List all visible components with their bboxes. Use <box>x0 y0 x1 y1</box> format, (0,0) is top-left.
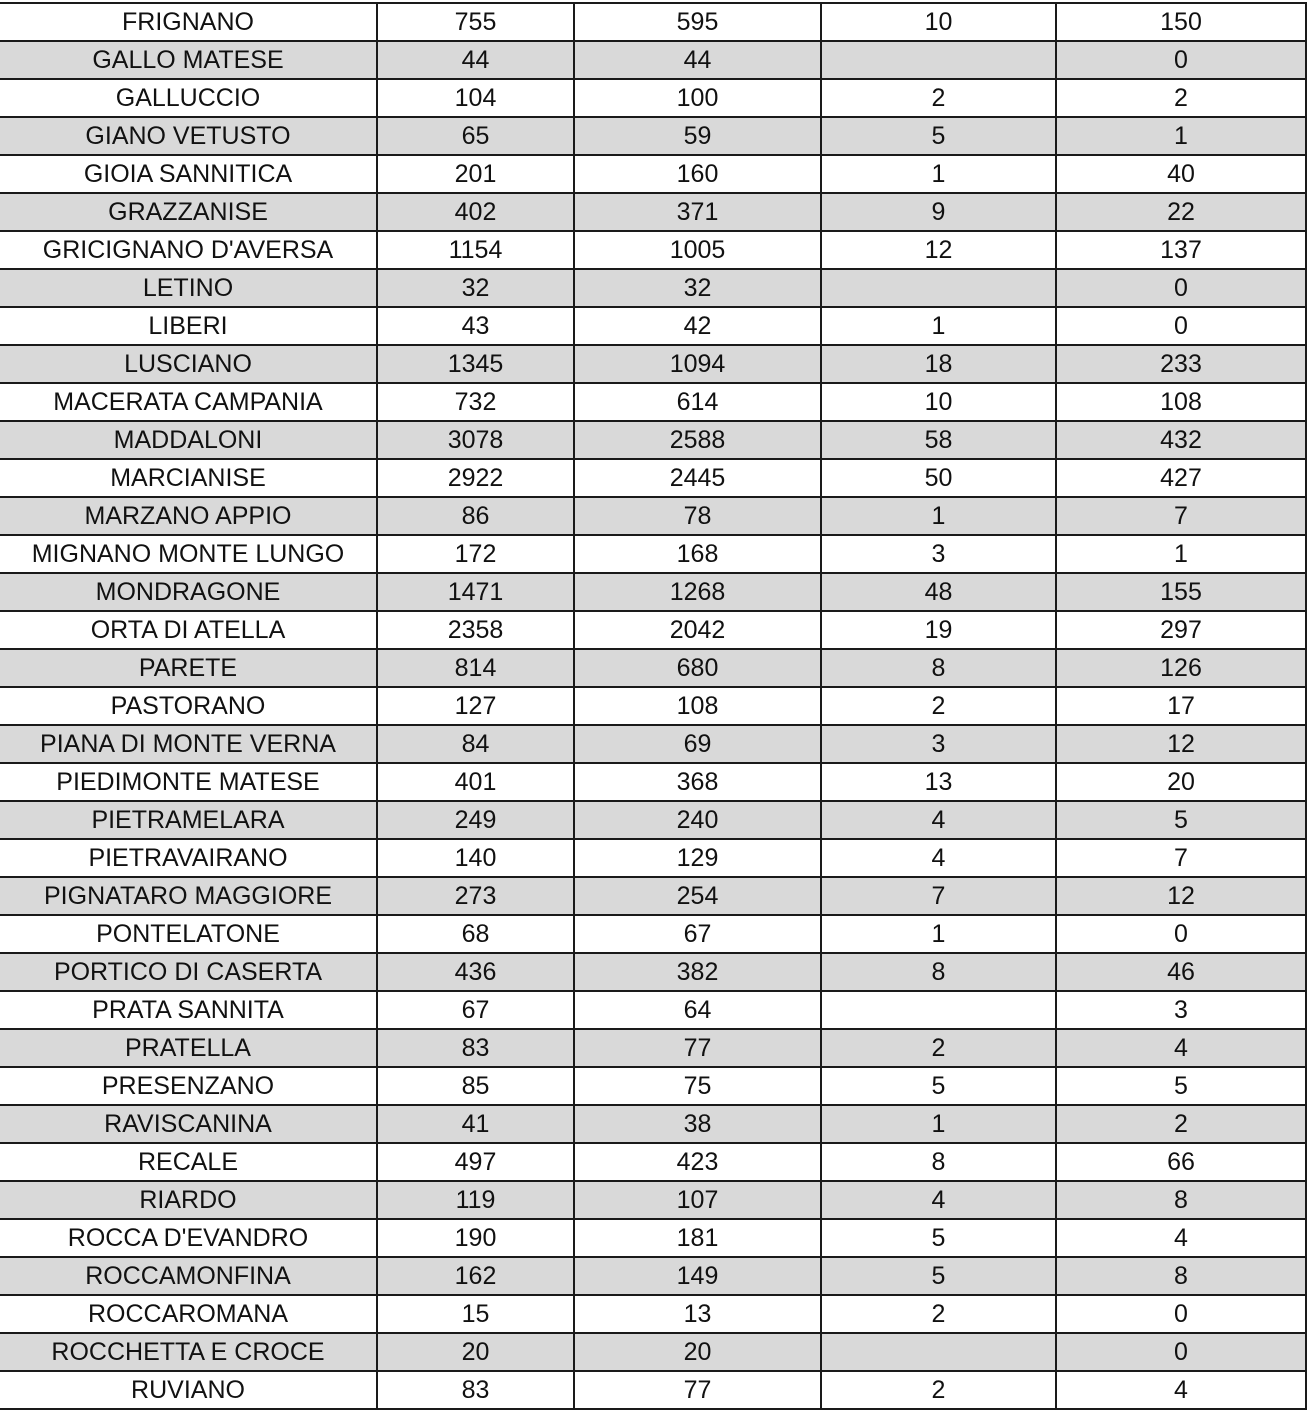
col3-cell: 10 <box>821 3 1056 41</box>
col2-cell: 423 <box>574 1143 821 1181</box>
col4-cell: 427 <box>1056 459 1306 497</box>
col3-cell: 10 <box>821 383 1056 421</box>
col4-cell: 0 <box>1056 915 1306 953</box>
col4-cell: 233 <box>1056 345 1306 383</box>
col2-cell: 181 <box>574 1219 821 1257</box>
col3-cell <box>821 41 1056 79</box>
col4-cell: 12 <box>1056 725 1306 763</box>
col2-cell: 75 <box>574 1067 821 1105</box>
table-body <box>0 3 1306 1409</box>
table-row <box>0 41 1306 79</box>
table-row <box>0 763 1306 801</box>
table-row <box>0 1219 1306 1257</box>
col4-cell: 108 <box>1056 383 1306 421</box>
col3-cell: 1 <box>821 155 1056 193</box>
col3-cell: 58 <box>821 421 1056 459</box>
table-row <box>0 1029 1306 1067</box>
col3-cell: 5 <box>821 117 1056 155</box>
table-row <box>0 1257 1306 1295</box>
comune-cell: PONTELATONE <box>0 915 377 953</box>
table-row <box>0 155 1306 193</box>
col2-cell: 67 <box>574 915 821 953</box>
total-cell: 104 <box>377 79 574 117</box>
table-row <box>0 307 1306 345</box>
col3-cell: 48 <box>821 573 1056 611</box>
col3-cell: 2 <box>821 1371 1056 1409</box>
table-row <box>0 1333 1306 1371</box>
total-cell: 497 <box>377 1143 574 1181</box>
total-cell: 162 <box>377 1257 574 1295</box>
total-cell: 401 <box>377 763 574 801</box>
col3-cell: 19 <box>821 611 1056 649</box>
total-cell: 249 <box>377 801 574 839</box>
table-row <box>0 687 1306 725</box>
total-cell: 85 <box>377 1067 574 1105</box>
col4-cell: 40 <box>1056 155 1306 193</box>
table-row <box>0 459 1306 497</box>
comune-cell: ROCCAROMANA <box>0 1295 377 1333</box>
col2-cell: 149 <box>574 1257 821 1295</box>
col4-cell: 4 <box>1056 1219 1306 1257</box>
col2-cell: 13 <box>574 1295 821 1333</box>
comune-cell: PIGNATARO MAGGIORE <box>0 877 377 915</box>
table-row <box>0 611 1306 649</box>
table-row <box>0 649 1306 687</box>
col3-cell: 2 <box>821 1029 1056 1067</box>
table-row <box>0 117 1306 155</box>
total-cell: 1345 <box>377 345 574 383</box>
comune-cell: RAVISCANINA <box>0 1105 377 1143</box>
col2-cell: 1005 <box>574 231 821 269</box>
col3-cell: 4 <box>821 1181 1056 1219</box>
table-row <box>0 1181 1306 1219</box>
total-cell: 402 <box>377 193 574 231</box>
col3-cell: 4 <box>821 801 1056 839</box>
comune-cell: GIANO VETUSTO <box>0 117 377 155</box>
total-cell: 83 <box>377 1371 574 1409</box>
col2-cell: 168 <box>574 535 821 573</box>
col2-cell: 108 <box>574 687 821 725</box>
table-row <box>0 231 1306 269</box>
col2-cell: 100 <box>574 79 821 117</box>
col2-cell: 78 <box>574 497 821 535</box>
col3-cell: 8 <box>821 953 1056 991</box>
col3-cell: 3 <box>821 535 1056 573</box>
col4-cell: 0 <box>1056 269 1306 307</box>
col3-cell: 50 <box>821 459 1056 497</box>
col3-cell: 2 <box>821 687 1056 725</box>
total-cell: 119 <box>377 1181 574 1219</box>
col3-cell: 7 <box>821 877 1056 915</box>
total-cell: 3078 <box>377 421 574 459</box>
total-cell: 32 <box>377 269 574 307</box>
table-row <box>0 1295 1306 1333</box>
comune-cell: PIANA DI MONTE VERNA <box>0 725 377 763</box>
col4-cell: 0 <box>1056 1295 1306 1333</box>
col2-cell: 77 <box>574 1371 821 1409</box>
col3-cell: 1 <box>821 307 1056 345</box>
col3-cell: 3 <box>821 725 1056 763</box>
col2-cell: 59 <box>574 117 821 155</box>
col4-cell: 8 <box>1056 1257 1306 1295</box>
col2-cell: 44 <box>574 41 821 79</box>
comune-cell: ROCCHETTA E CROCE <box>0 1333 377 1371</box>
table-row <box>0 269 1306 307</box>
col4-cell: 3 <box>1056 991 1306 1029</box>
col4-cell: 5 <box>1056 801 1306 839</box>
col3-cell: 8 <box>821 649 1056 687</box>
col2-cell: 129 <box>574 839 821 877</box>
col4-cell: 1 <box>1056 117 1306 155</box>
col4-cell: 126 <box>1056 649 1306 687</box>
comune-cell: PORTICO DI CASERTA <box>0 953 377 991</box>
col3-cell <box>821 1333 1056 1371</box>
col3-cell: 18 <box>821 345 1056 383</box>
col4-cell: 0 <box>1056 307 1306 345</box>
col2-cell: 69 <box>574 725 821 763</box>
table-row <box>0 79 1306 117</box>
comune-cell: ROCCAMONFINA <box>0 1257 377 1295</box>
col3-cell: 2 <box>821 79 1056 117</box>
col4-cell: 46 <box>1056 953 1306 991</box>
col2-cell: 160 <box>574 155 821 193</box>
total-cell: 201 <box>377 155 574 193</box>
comune-cell: GALLUCCIO <box>0 79 377 117</box>
col2-cell: 38 <box>574 1105 821 1143</box>
col3-cell: 5 <box>821 1219 1056 1257</box>
table-row <box>0 345 1306 383</box>
col2-cell: 32 <box>574 269 821 307</box>
col4-cell: 5 <box>1056 1067 1306 1105</box>
col2-cell: 2042 <box>574 611 821 649</box>
table-row <box>0 3 1306 41</box>
col3-cell: 1 <box>821 915 1056 953</box>
comune-cell: PIETRAVAIRANO <box>0 839 377 877</box>
col4-cell: 4 <box>1056 1029 1306 1067</box>
total-cell: 436 <box>377 953 574 991</box>
col3-cell: 12 <box>821 231 1056 269</box>
col3-cell: 8 <box>821 1143 1056 1181</box>
total-cell: 84 <box>377 725 574 763</box>
comune-cell: MARZANO APPIO <box>0 497 377 535</box>
comune-cell: MADDALONI <box>0 421 377 459</box>
comune-cell: ROCCA D'EVANDRO <box>0 1219 377 1257</box>
col3-cell: 5 <box>821 1257 1056 1295</box>
comune-cell: MACERATA CAMPANIA <box>0 383 377 421</box>
table-row <box>0 421 1306 459</box>
comune-cell: PRESENZANO <box>0 1067 377 1105</box>
table-row <box>0 801 1306 839</box>
table-row <box>0 839 1306 877</box>
total-cell: 68 <box>377 915 574 953</box>
col3-cell: 2 <box>821 1295 1056 1333</box>
col4-cell: 66 <box>1056 1143 1306 1181</box>
total-cell: 20 <box>377 1333 574 1371</box>
col4-cell: 22 <box>1056 193 1306 231</box>
table-row <box>0 915 1306 953</box>
total-cell: 755 <box>377 3 574 41</box>
comune-cell: GRAZZANISE <box>0 193 377 231</box>
comune-cell: PASTORANO <box>0 687 377 725</box>
col2-cell: 368 <box>574 763 821 801</box>
total-cell: 2358 <box>377 611 574 649</box>
col4-cell: 432 <box>1056 421 1306 459</box>
col4-cell: 2 <box>1056 1105 1306 1143</box>
col3-cell: 1 <box>821 497 1056 535</box>
col2-cell: 240 <box>574 801 821 839</box>
table-row <box>0 725 1306 763</box>
table-row <box>0 573 1306 611</box>
table-row <box>0 383 1306 421</box>
table-row <box>0 497 1306 535</box>
comune-cell: PRATELLA <box>0 1029 377 1067</box>
col2-cell: 107 <box>574 1181 821 1219</box>
total-cell: 190 <box>377 1219 574 1257</box>
comune-cell: ORTA DI ATELLA <box>0 611 377 649</box>
table-row <box>0 953 1306 991</box>
table-row <box>0 1143 1306 1181</box>
comune-cell: LUSCIANO <box>0 345 377 383</box>
col3-cell <box>821 269 1056 307</box>
total-cell: 15 <box>377 1295 574 1333</box>
col4-cell: 297 <box>1056 611 1306 649</box>
table-row <box>0 991 1306 1029</box>
total-cell: 44 <box>377 41 574 79</box>
col2-cell: 20 <box>574 1333 821 1371</box>
table-row <box>0 1067 1306 1105</box>
municipality-table <box>0 2 1307 1410</box>
table-row <box>0 535 1306 573</box>
col2-cell: 64 <box>574 991 821 1029</box>
col2-cell: 2445 <box>574 459 821 497</box>
col4-cell: 4 <box>1056 1371 1306 1409</box>
comune-cell: PRATA SANNITA <box>0 991 377 1029</box>
total-cell: 732 <box>377 383 574 421</box>
comune-cell: MONDRAGONE <box>0 573 377 611</box>
col3-cell: 13 <box>821 763 1056 801</box>
col3-cell: 5 <box>821 1067 1056 1105</box>
comune-cell: PIEDIMONTE MATESE <box>0 763 377 801</box>
comune-cell: LIBERI <box>0 307 377 345</box>
total-cell: 273 <box>377 877 574 915</box>
col4-cell: 0 <box>1056 41 1306 79</box>
comune-cell: MARCIANISE <box>0 459 377 497</box>
total-cell: 1471 <box>377 573 574 611</box>
comune-cell: RECALE <box>0 1143 377 1181</box>
col4-cell: 155 <box>1056 573 1306 611</box>
total-cell: 83 <box>377 1029 574 1067</box>
comune-cell: PARETE <box>0 649 377 687</box>
col4-cell: 12 <box>1056 877 1306 915</box>
comune-cell: GRICIGNANO D'AVERSA <box>0 231 377 269</box>
col2-cell: 254 <box>574 877 821 915</box>
col3-cell: 9 <box>821 193 1056 231</box>
col4-cell: 150 <box>1056 3 1306 41</box>
table-row <box>0 877 1306 915</box>
col2-cell: 614 <box>574 383 821 421</box>
col3-cell: 4 <box>821 839 1056 877</box>
total-cell: 140 <box>377 839 574 877</box>
comune-cell: GALLO MATESE <box>0 41 377 79</box>
comune-cell: PIETRAMELARA <box>0 801 377 839</box>
col2-cell: 77 <box>574 1029 821 1067</box>
total-cell: 86 <box>377 497 574 535</box>
comune-cell: LETINO <box>0 269 377 307</box>
col4-cell: 1 <box>1056 535 1306 573</box>
comune-cell: RUVIANO <box>0 1371 377 1409</box>
col4-cell: 7 <box>1056 497 1306 535</box>
comune-cell: GIOIA SANNITICA <box>0 155 377 193</box>
table-row <box>0 193 1306 231</box>
comune-cell: MIGNANO MONTE LUNGO <box>0 535 377 573</box>
col4-cell: 17 <box>1056 687 1306 725</box>
col4-cell: 137 <box>1056 231 1306 269</box>
col4-cell: 20 <box>1056 763 1306 801</box>
col3-cell <box>821 991 1056 1029</box>
total-cell: 1154 <box>377 231 574 269</box>
total-cell: 2922 <box>377 459 574 497</box>
total-cell: 127 <box>377 687 574 725</box>
col2-cell: 1094 <box>574 345 821 383</box>
total-cell: 65 <box>377 117 574 155</box>
col2-cell: 1268 <box>574 573 821 611</box>
table-row <box>0 1371 1306 1409</box>
col4-cell: 0 <box>1056 1333 1306 1371</box>
total-cell: 41 <box>377 1105 574 1143</box>
col3-cell: 1 <box>821 1105 1056 1143</box>
total-cell: 172 <box>377 535 574 573</box>
total-cell: 43 <box>377 307 574 345</box>
comune-cell: FRIGNANO <box>0 3 377 41</box>
col4-cell: 8 <box>1056 1181 1306 1219</box>
table-row <box>0 1105 1306 1143</box>
col2-cell: 595 <box>574 3 821 41</box>
col2-cell: 42 <box>574 307 821 345</box>
col2-cell: 680 <box>574 649 821 687</box>
col2-cell: 371 <box>574 193 821 231</box>
col4-cell: 7 <box>1056 839 1306 877</box>
col2-cell: 382 <box>574 953 821 991</box>
col4-cell: 2 <box>1056 79 1306 117</box>
total-cell: 67 <box>377 991 574 1029</box>
comune-cell: RIARDO <box>0 1181 377 1219</box>
col2-cell: 2588 <box>574 421 821 459</box>
total-cell: 814 <box>377 649 574 687</box>
